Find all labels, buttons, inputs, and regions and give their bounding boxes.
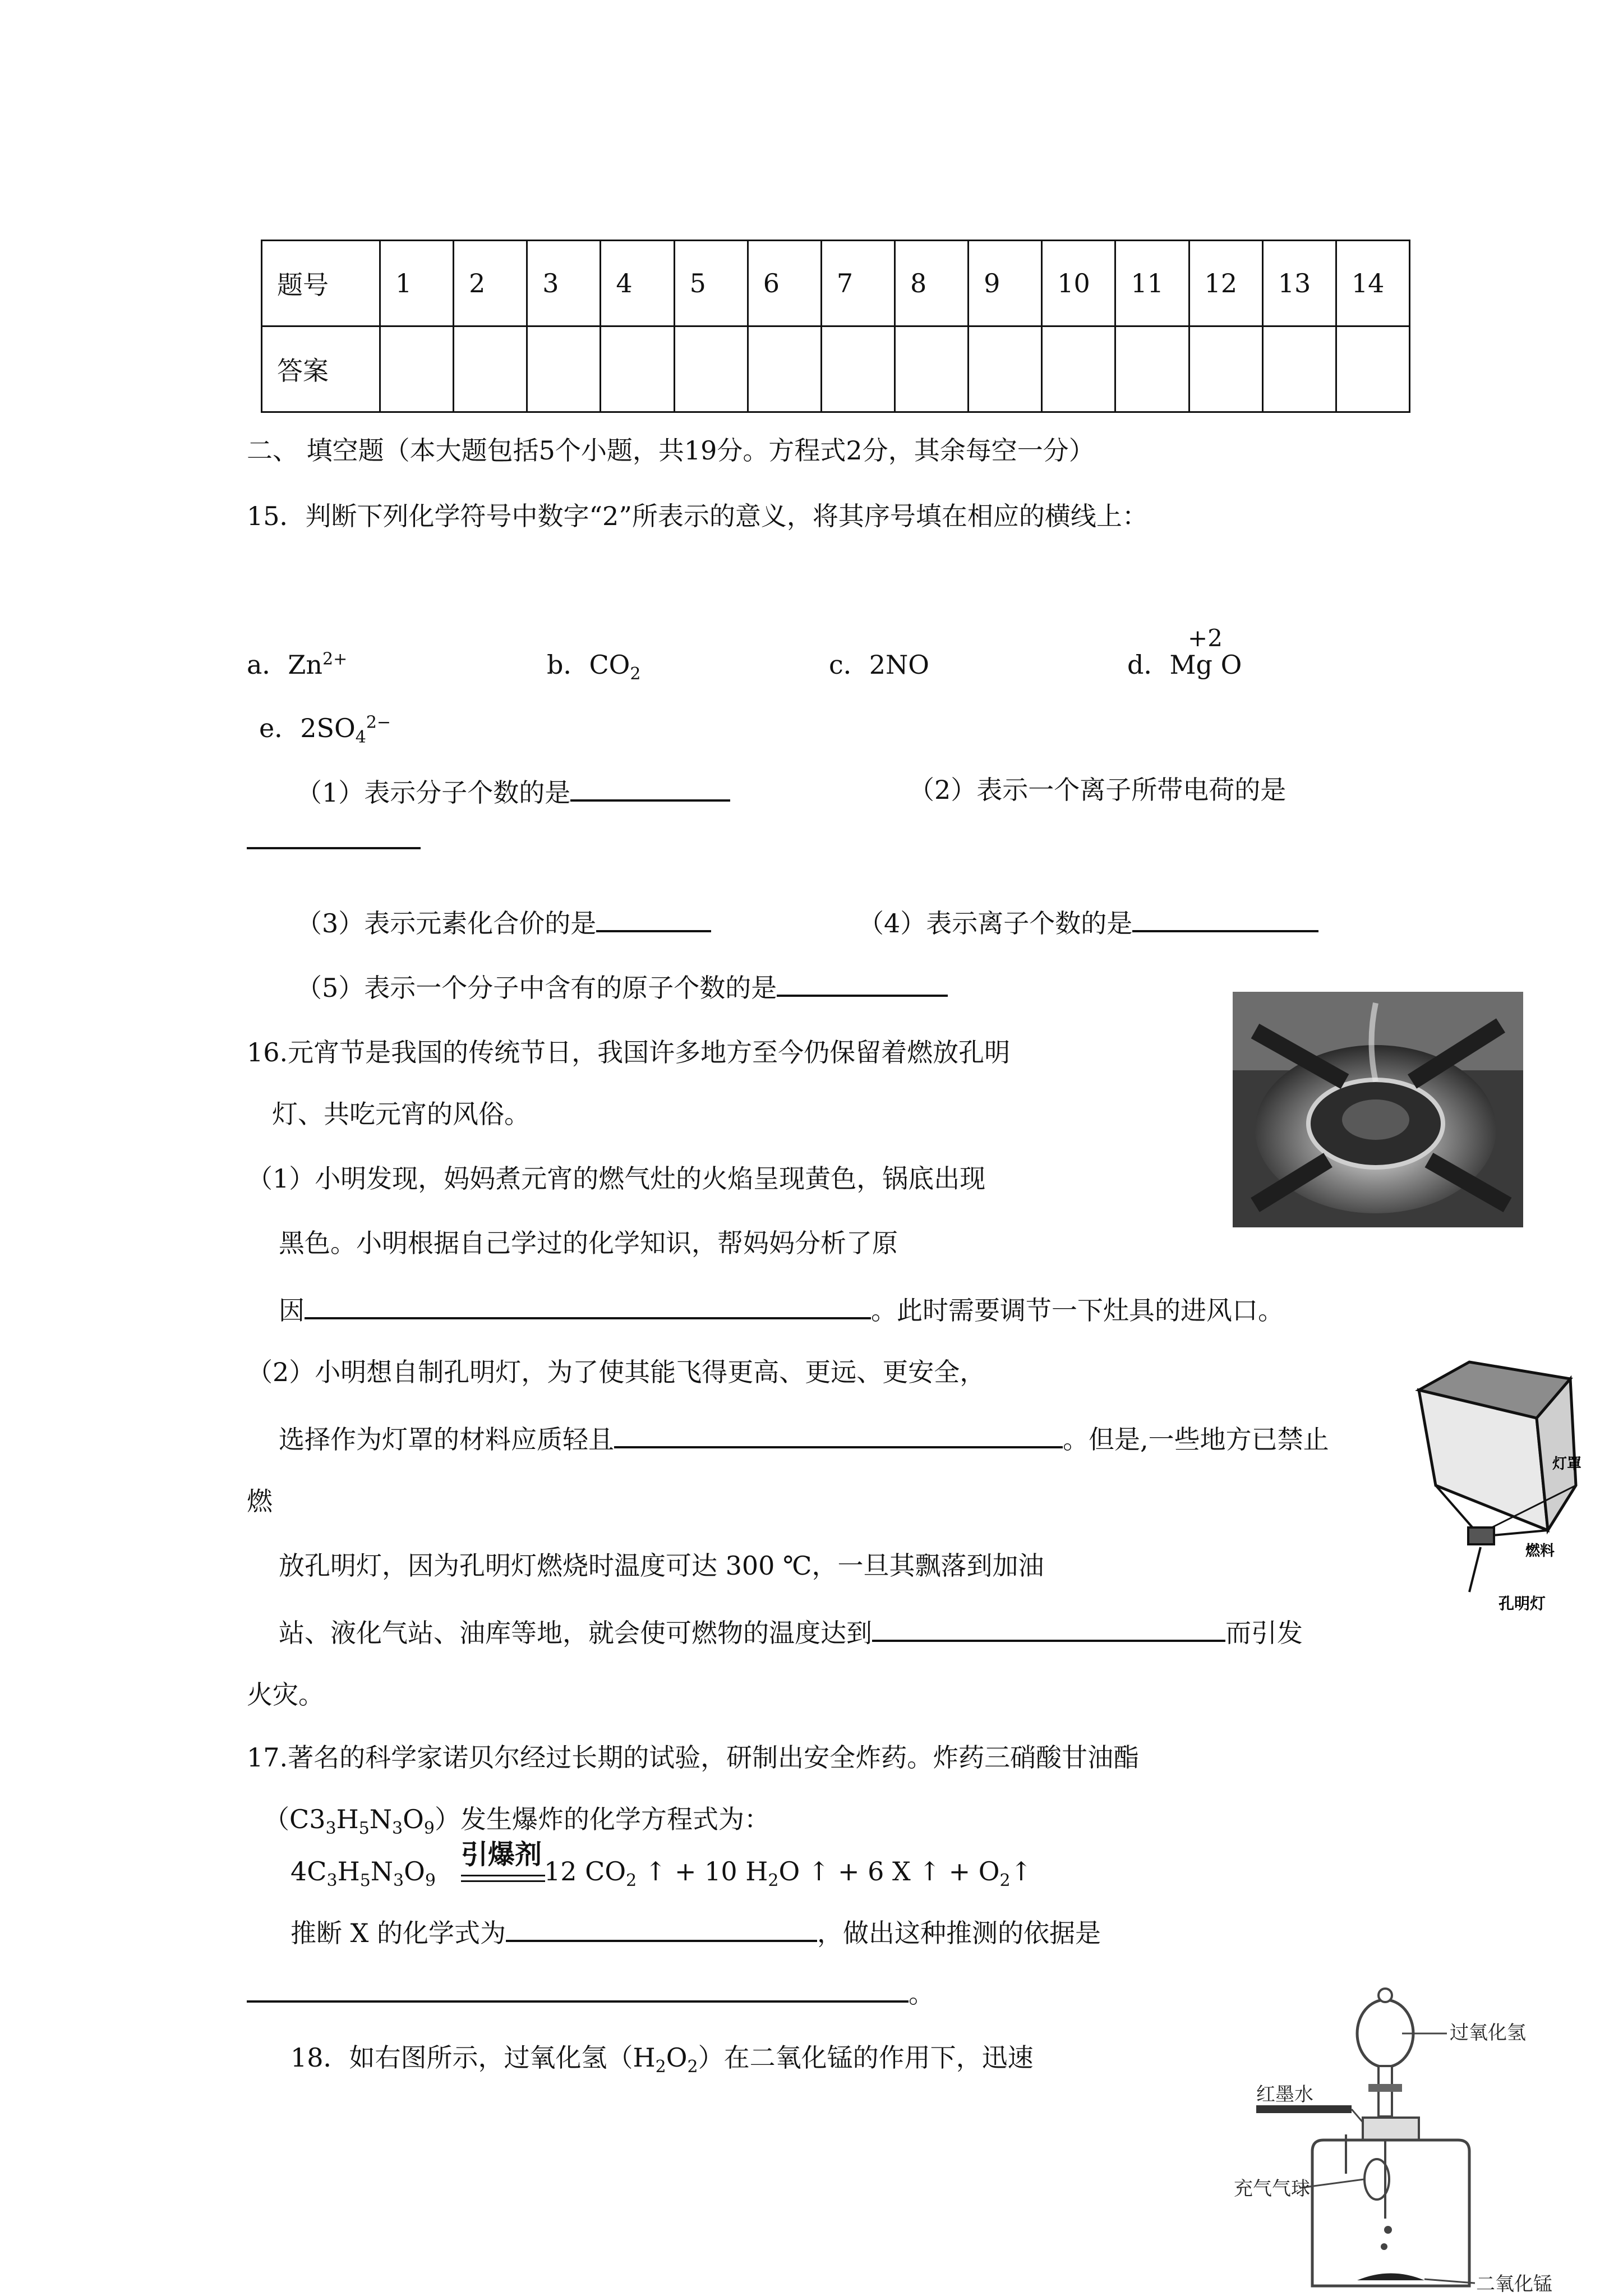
q15-option-d: d．Mg O (1127, 650, 1242, 680)
answer-cell[interactable] (674, 326, 748, 412)
q15-stem: 15．判断下列化学符号中数字“2”所表示的意义，将其序号填在相应的横线上： (247, 501, 1148, 531)
label-hydrogen-peroxide: 过氧化氢 (1450, 2022, 1526, 2044)
question-number: 4 (601, 241, 674, 326)
label-balloon: 充气气球 (1234, 2178, 1310, 2200)
answer-blank[interactable] (247, 1978, 909, 2003)
question-number: 7 (821, 241, 895, 326)
answer-cell[interactable] (454, 326, 527, 412)
q16-line11: 火灾。 (247, 1680, 324, 1710)
row2-label: 答案 (262, 326, 380, 412)
question-number: 8 (895, 241, 968, 326)
answer-blank[interactable] (596, 908, 711, 932)
q16-line3: （1）小明发现，妈妈煮元宵的燃气灶的火焰呈现黄色，锅底出现 (247, 1163, 986, 1194)
question-number: 14 (1336, 241, 1409, 326)
question-number: 12 (1189, 241, 1262, 326)
answer-cell[interactable] (380, 326, 454, 412)
lantern-label-fuel: 燃料 (1525, 1542, 1555, 1559)
q15-part5: （5）表示一个分子中含有的原子个数的是 (296, 972, 948, 1001)
answer-table (261, 240, 1410, 413)
section-heading: 二、 填空题（本大题包括5个小题，共19分。方程式2分，其余每空一分） (247, 435, 1095, 466)
q16-line1: 16.元宵节是我国的传统节日，我国许多地方至今仍保留着燃放孔明 (247, 1037, 1011, 1068)
answer-cell[interactable] (527, 326, 601, 412)
answer-blank[interactable] (872, 1617, 1225, 1642)
question-number: 1 (380, 241, 454, 326)
question-number: 3 (527, 241, 601, 326)
gas-stove-photo (1233, 992, 1523, 1227)
answer-cell[interactable] (601, 326, 674, 412)
q17-line2: $(C3_3H_5N_3O_9)$发生爆炸的化学方程式为： (264, 1804, 770, 1839)
answer-cell[interactable] (821, 326, 895, 412)
answer-blank[interactable] (1132, 908, 1318, 932)
answer-cell[interactable] (1262, 326, 1336, 412)
q16-line9: 放孔明灯，因为孔明灯燃烧时温度可达 300 ℃，一旦其飘落到加油 (279, 1550, 1044, 1581)
equation-products: 12 $CO_2$ ↑ + 10 $H_2O$ ↑ + 6 X ↑ + $O_2↑$ (544, 1856, 1032, 1891)
q15-option-c: c．2NO (829, 650, 929, 680)
answer-cell[interactable] (969, 326, 1042, 412)
q16-line4: 黑色。小明根据自己学过的化学知识，帮妈妈分析了原 (279, 1228, 898, 1258)
q17-line3: 推断 X 的化学式为 ，做出这种推测的依据是 (291, 1918, 1101, 1948)
row1-label: 题号 (262, 241, 380, 326)
label-red-ink: 红墨水 (1256, 2084, 1313, 2105)
lantern-caption: 孔明灯 (1498, 1595, 1546, 1612)
q15-option-a: a．$Zn^{2+}$ (247, 649, 348, 680)
answer-cell[interactable] (895, 326, 968, 412)
q16-line8: 燃 (247, 1486, 273, 1516)
equation-condition: 引爆剂 (461, 1839, 542, 1870)
answer-cell[interactable] (1115, 326, 1189, 412)
q16-line6: （2）小明想自制孔明灯，为了使其能飞得更高、更远、更安全， (247, 1357, 986, 1387)
sky-lantern-figure (1402, 1356, 1587, 1620)
question-number: 2 (454, 241, 527, 326)
label-manganese-dioxide: 二氧化锰 (1476, 2274, 1552, 2295)
q16-line5: 因 。此时需要调节一下灶具的进风口。 (279, 1295, 1284, 1326)
q16-line7: 选择作为灯罩的材料应质轻且 。但是,一些地方已禁止 (279, 1424, 1329, 1455)
answer-blank[interactable] (305, 1295, 871, 1319)
answer-blank[interactable] (570, 777, 730, 802)
answer-blank[interactable] (777, 972, 948, 997)
q16-line10: 站、液化气站、油库等地，就会使可燃物的温度达到 而引发 (279, 1618, 1303, 1648)
answer-cell[interactable] (748, 326, 821, 412)
answer-cell[interactable] (1189, 326, 1262, 412)
q18-line1: 18．如右图所示，过氧化氢$(H_2O_2)$在二氧化锰的作用下，迅速 (291, 2042, 1034, 2077)
table-row (262, 326, 1410, 412)
q15-part2: （2）表示一个离子所带电荷的是 (909, 775, 1287, 805)
q17-equation: $4C_3H_5N_3O_9$ (291, 1856, 436, 1891)
question-number: 5 (674, 241, 748, 326)
question-number: 9 (969, 241, 1042, 326)
q15-option-e: e．$2SO_4^{2-}$ (259, 712, 391, 748)
table-row (262, 241, 1410, 326)
q15-part1: （1）表示分子个数的是 (296, 777, 730, 806)
answer-blank[interactable] (247, 847, 421, 849)
question-number: 11 (1115, 241, 1189, 326)
q16-line2: 灯、共吃元宵的风俗。 (272, 1099, 530, 1129)
q15-part4: （4）表示离子个数的是 (858, 908, 1318, 936)
apparatus-figure (1234, 1983, 1570, 2296)
q15-valence: +2 (1188, 624, 1223, 652)
q15-part3: （3）表示元素化合价的是 (296, 908, 711, 936)
q17-line1: 17.著名的科学家诺贝尔经过长期的试验，研制出安全炸药。炸药三硝酸甘油酯 (247, 1742, 1140, 1773)
lantern-label-shade: 灯罩 (1552, 1455, 1582, 1472)
answer-blank[interactable] (614, 1424, 1063, 1448)
q17-line4: 。 (247, 1978, 934, 2007)
question-number: 6 (748, 241, 821, 326)
answer-cell[interactable] (1336, 326, 1409, 412)
q15-option-b: b．$CO_2$ (547, 650, 641, 684)
question-number: 10 (1042, 241, 1115, 326)
answer-blank[interactable] (506, 1917, 817, 1942)
equation-bar (461, 1880, 545, 1882)
equation-bar (461, 1875, 545, 1876)
answer-cell[interactable] (1042, 326, 1115, 412)
question-number: 13 (1262, 241, 1336, 326)
